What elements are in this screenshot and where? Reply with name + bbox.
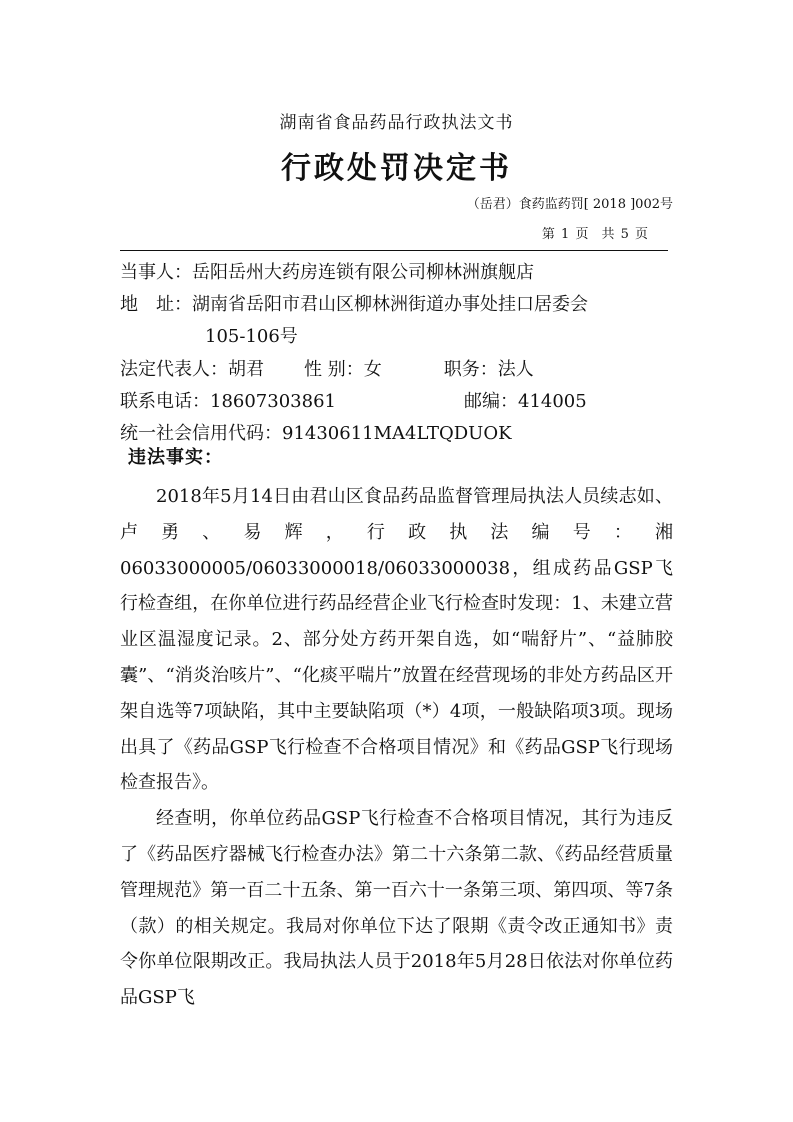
legal-rep-label: 法定代表人：	[120, 359, 228, 380]
legal-rep-row	[120, 355, 680, 381]
facts-paragraph-2: 经查明，你单位药品GSP飞行检查不合格项目情况，其行为违反了《药品医疗器械飞行检查办法》第二十六条第二款、《药品经营质量管理规范》第一百二十五条、第一百六十一条第三项、第四项、等7条（款）的相关规定。我局对你单位下达了限期《责令改正通知书》责令你单位限期改正。我局执法人员于2018年5月28日依法对你单位药品GSP飞	[120, 808, 673, 1009]
agency-name: 湖南省食品药品行政执法文书	[279, 113, 514, 133]
document-number: （岳君）食药监药罚[ 2018 ]002号	[466, 197, 673, 212]
postcode-value: 414005	[518, 391, 587, 412]
page-info: 第 1 页 共 5 页	[541, 227, 648, 242]
facts-paragraph-1: 2018年5月14日由君山区食品药品监督管理局执法人员续志如、卢勇、易辉，行政执法编号：湘06033000005/06033000018/06033000038，组成药品GSP飞行检查组，在你单位进行药品经营企业飞行检查时发现：1、未建立营业区温湿度记录。2、部分处方药开架自选，如“喘舒片”、“益肺胶囊”、“消炎治咳片”、“化痰平喘片”放置在经营现场的非处方药品区开架自选等7项缺陷，其中主要缺陷项（*）4项，一般缺陷项3项。现场出具了《药品GSP飞行检查不合格项目情况》和《药品GSP飞行现场检查报告》。	[120, 486, 673, 794]
phone-value: 18607303861	[210, 391, 336, 412]
credit-code-label: 统一社会信用代码：	[120, 423, 282, 444]
credit-code-row	[120, 419, 680, 445]
party-name: 岳阳岳州大药房连锁有限公司柳林洲旗舰店	[192, 262, 534, 283]
credit-code-value: 91430611MA4LTQDUOK	[282, 423, 512, 444]
postcode-label: 邮编：	[464, 391, 518, 412]
header-divider	[120, 250, 668, 251]
legal-rep-name: 胡君	[228, 359, 264, 380]
position-label: 职务：	[443, 359, 498, 380]
party-row	[120, 258, 680, 284]
facts-body	[120, 479, 673, 1016]
gender-value: 女	[363, 359, 382, 380]
address-row-2	[205, 322, 765, 348]
gender-label: 性 别：	[304, 359, 364, 380]
contact-row	[120, 387, 680, 413]
position-value: 法人	[497, 359, 534, 380]
facts-heading: 违法事实：	[128, 447, 223, 468]
address-line-2: 105-106号	[205, 326, 298, 347]
document-title: 行政处罚决定书	[281, 151, 512, 186]
party-label: 当事人：	[120, 262, 192, 283]
address-row	[120, 290, 680, 316]
address-line-1: 湖南省岳阳市君山区柳林洲街道办事处挂口居委会	[192, 294, 588, 315]
phone-label: 联系电话：	[120, 391, 210, 412]
address-label: 地 址：	[120, 294, 192, 315]
